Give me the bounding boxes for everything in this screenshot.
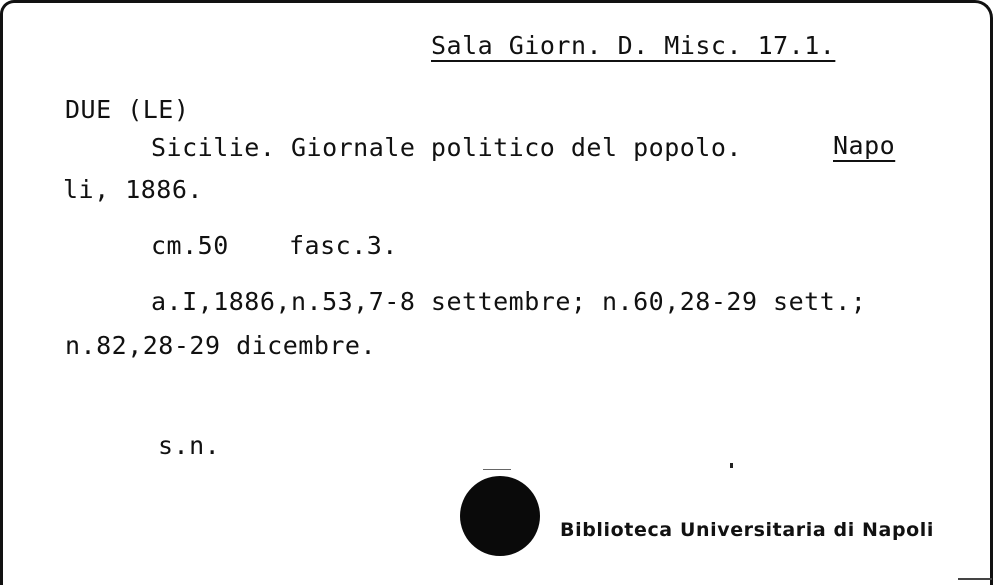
- ink-speck: [958, 578, 992, 580]
- ink-speck: [730, 463, 733, 468]
- title-line-1-end: Napo: [833, 131, 896, 160]
- holdings-line-2: n.82,28-29 dicembre.: [65, 331, 377, 360]
- shelfmark: Sala Giorn. D. Misc. 17.1.: [431, 31, 836, 60]
- fascicles: fasc.3.: [289, 231, 398, 260]
- title-line-1: Sicilie. Giornale politico del popolo.: [151, 133, 742, 162]
- entry-heading: DUE (LE): [65, 95, 190, 124]
- library-stamp-dot: [460, 476, 540, 556]
- note: s.n.: [158, 431, 221, 460]
- title-line-2: li, 1886.: [63, 175, 203, 204]
- dimensions: cm.50: [151, 231, 229, 260]
- ink-speck: [483, 469, 511, 470]
- library-stamp: Biblioteca Universitaria di Napoli: [560, 519, 935, 541]
- holdings-line-1: a.I,1886,n.53,7-8 settembre; n.60,28-29 sett.;: [151, 287, 867, 316]
